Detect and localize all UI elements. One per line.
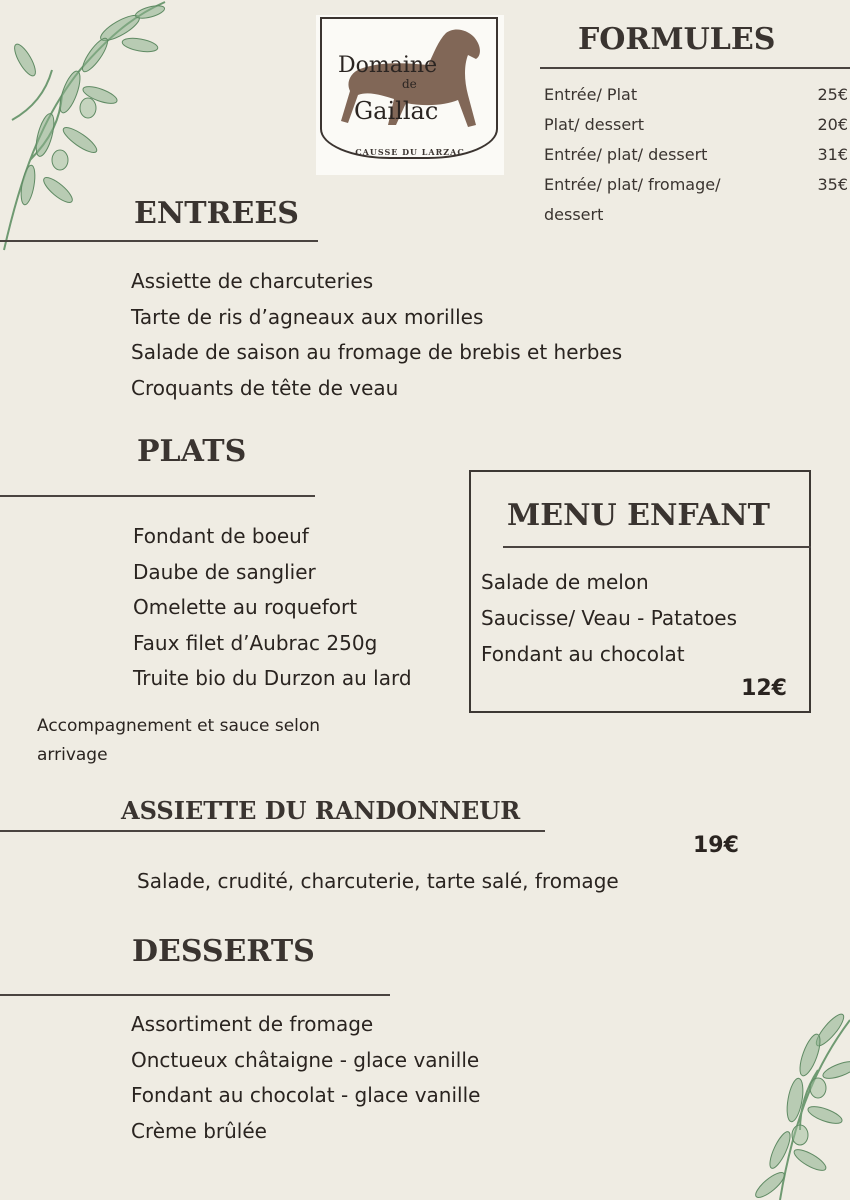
domaine-logo xyxy=(316,15,504,175)
menu-enfant-list xyxy=(481,564,737,672)
list-item: Faux filet d’Aubrac 250g xyxy=(133,630,378,655)
randonneur-description: Salade, crudité, charcuterie, tarte salé, fromage xyxy=(137,869,619,893)
formule-row xyxy=(544,80,850,110)
formule-price: 20€ xyxy=(817,115,848,134)
plats-note-line1: Accompagnement et sauce selon xyxy=(37,716,321,736)
formule-row xyxy=(544,110,850,140)
list-item: Fondant au chocolat - glace vanille xyxy=(131,1083,481,1107)
randonneur-heading: ASSIETTE DU RANDONNEUR xyxy=(121,796,521,825)
formule-label-continuation: dessert xyxy=(544,205,604,224)
formule-label: Entrée/ plat/ fromage/ xyxy=(544,175,721,194)
formule-row xyxy=(544,170,850,200)
menu-enfant-heading: MENU ENFANT xyxy=(507,498,770,533)
list-item: Daube de sanglier xyxy=(133,559,316,584)
desserts-heading: DESSERTS xyxy=(132,934,315,969)
list-item: Assiette de charcuteries xyxy=(131,269,374,293)
formule-price: 31€ xyxy=(817,145,848,164)
randonneur-price: 19€ xyxy=(693,833,739,858)
formules-divider xyxy=(540,67,850,69)
list-item: Salade de saison au fromage de brebis et herbes xyxy=(131,340,623,364)
logo-text-line2: de xyxy=(402,77,417,91)
logo-caption: CAUSSE DU LARZAC xyxy=(355,147,465,157)
plats-list xyxy=(133,519,412,697)
list-item: Assortiment de fromage xyxy=(131,1012,374,1036)
plats-note xyxy=(37,712,320,770)
list-item: Fondant au chocolat xyxy=(481,642,685,666)
formule-price: 35€ xyxy=(817,175,848,194)
randonneur-divider xyxy=(0,830,545,832)
entrees-heading: ENTREES xyxy=(134,196,299,231)
olive-branch-bottom-right-decoration xyxy=(700,1000,850,1200)
formule-label: Entrée/ Plat xyxy=(544,85,638,104)
plats-divider xyxy=(0,495,315,497)
list-item: Onctueux châtaigne - glace vanille xyxy=(131,1047,480,1072)
list-item: Fondant de boeuf xyxy=(133,524,309,548)
formule-row xyxy=(544,140,850,170)
formules-heading: FORMULES xyxy=(578,22,776,57)
list-item: Croquants de tête de veau xyxy=(131,375,399,400)
list-item: Saucisse/ Veau - Patatoes xyxy=(481,606,738,630)
list-item: Tarte de ris d’agneaux aux morilles xyxy=(131,304,484,329)
plats-note-line2: arrivage xyxy=(37,745,108,765)
list-item: Omelette au roquefort xyxy=(133,595,358,619)
formule-label: Plat/ dessert xyxy=(544,115,645,134)
plats-heading: PLATS xyxy=(137,434,247,469)
formule-label: Entrée/ plat/ dessert xyxy=(544,145,708,164)
desserts-list xyxy=(131,1007,480,1149)
menu-enfant-box xyxy=(469,470,811,713)
entrees-divider xyxy=(0,240,318,242)
list-item: Crème brûlée xyxy=(131,1118,267,1143)
menu-enfant-price: 12€ xyxy=(741,676,787,701)
menu-enfant-divider xyxy=(503,546,811,548)
desserts-divider xyxy=(0,994,390,996)
logo-text-line1: Domaine xyxy=(338,53,438,78)
formule-price: 25€ xyxy=(817,85,848,104)
list-item: Salade de melon xyxy=(481,570,649,594)
logo-text-line3: Gaillac xyxy=(354,97,439,125)
list-item: Truite bio du Durzon au lard xyxy=(133,666,412,690)
entrees-list xyxy=(131,264,622,406)
